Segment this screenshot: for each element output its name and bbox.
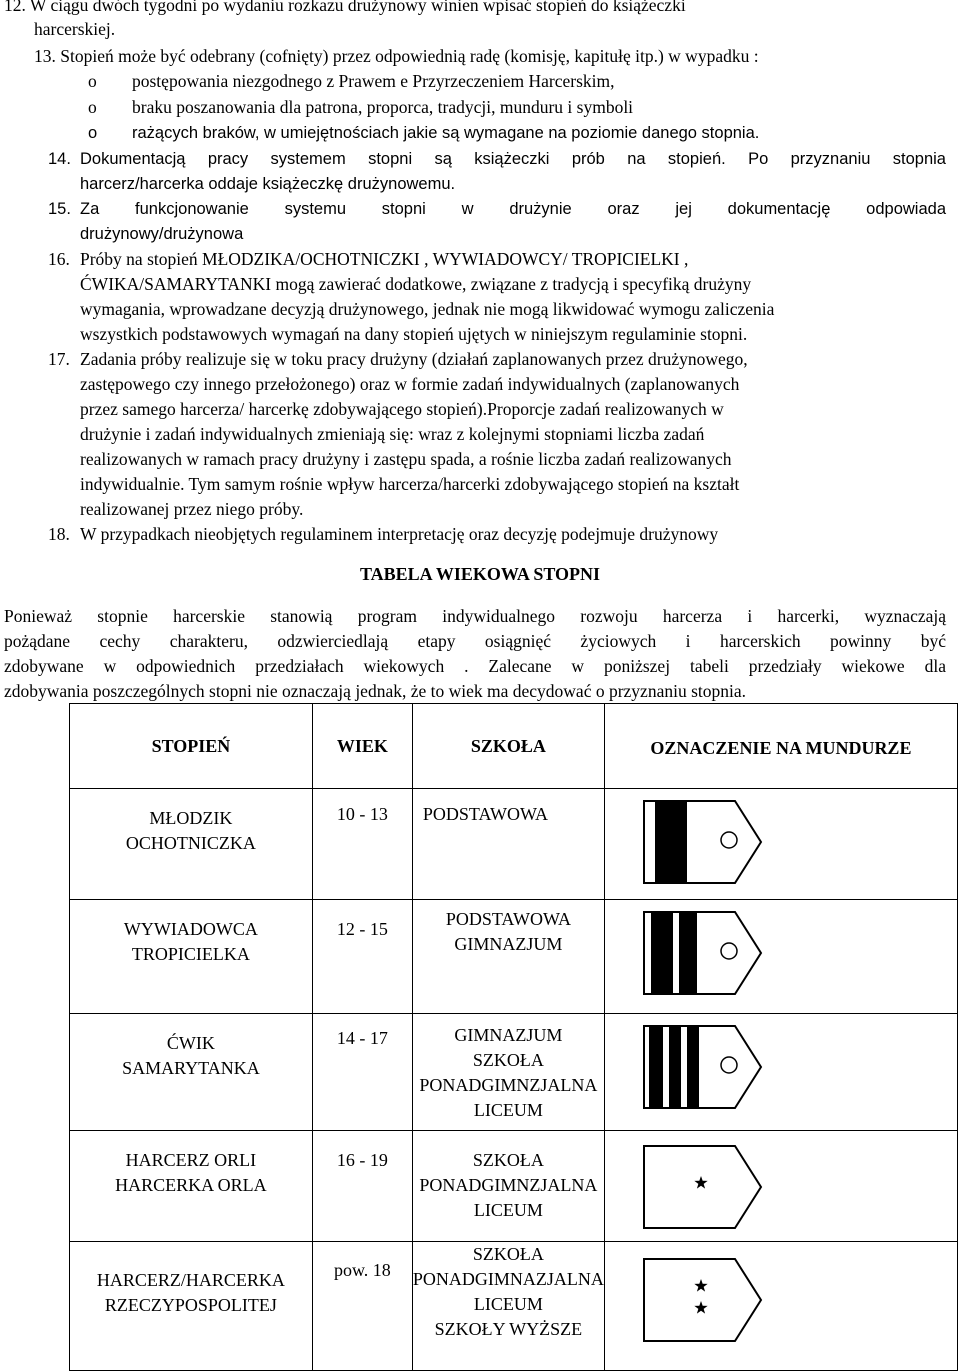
p15-number: 15. xyxy=(48,200,71,218)
button-circle-icon xyxy=(721,943,737,959)
school-cell xyxy=(412,1242,604,1371)
p16-line: wymagania, wprowadzane decyzją drużynowego, jednak nie mogą likwidować wymogu zaliczenia xyxy=(80,299,775,319)
header-cell-text: OZNACZENIE NA MUNDURZE xyxy=(650,737,912,758)
rank-stripe xyxy=(651,912,673,994)
insignia-cell xyxy=(604,1242,957,1371)
table-row xyxy=(70,1131,958,1242)
intro-line: Ponieważ stopnie harcerskie stanowią program indywidualnego rozwoju harcerza i harcerki, wyznaczają xyxy=(4,606,946,626)
intro-line: pożądane cechy charakteru, odzwierciedlają etapy osiągnięć życiowych i harcerskich powinny być xyxy=(4,631,946,651)
rank-name: HARCERKA ORLA xyxy=(115,1175,267,1195)
table-row xyxy=(70,1014,958,1131)
bullet: o xyxy=(88,124,98,142)
school-name: LICEUM xyxy=(473,1100,543,1120)
school-name: SZKOŁY WYŻSZE xyxy=(434,1319,583,1339)
intro-line: zdobywania poszczególnych stopni nie oznaczają jednak, że to wiek ma decydować o przyznaniu stopnia. xyxy=(4,681,747,701)
rank-name: ĆWIK xyxy=(166,1033,215,1053)
rank-stripe xyxy=(649,1026,663,1108)
school-cell xyxy=(412,900,604,1014)
age-range: 12 - 15 xyxy=(336,919,388,939)
epaulette-insignia xyxy=(643,1258,761,1340)
age-range: pow. 18 xyxy=(333,1260,391,1280)
epaulette-insignia xyxy=(643,1145,761,1227)
p17-line: realizowanych w ramach pracy drużyny i zastępu spada, a rośnie liczba zadań realizowanych xyxy=(80,449,732,469)
header-cell: WIEK xyxy=(312,704,412,789)
rank-name: OCHOTNICZKA xyxy=(125,833,256,853)
header-cell: SZKOŁA xyxy=(412,704,604,789)
insignia-cell xyxy=(604,1131,957,1242)
rank-cell xyxy=(70,1242,313,1371)
epaulette-insignia xyxy=(643,1025,761,1107)
school-name: GIMNAZJUM xyxy=(454,934,563,954)
section-title: TABELA WIEKOWA STOPNI xyxy=(359,564,601,584)
insignia-cell xyxy=(604,900,957,1014)
age-range: 10 - 13 xyxy=(336,804,388,824)
p15-line2: drużynowy/drużynowa xyxy=(80,225,244,243)
rank-stripe xyxy=(679,912,697,994)
p13-line: 13. Stopień może być odebrany (cofnięty) przez odpowiednią radę (komisję, kapitułę itp.) w wypadku : xyxy=(34,46,759,66)
bullet: o xyxy=(88,71,97,91)
p14-number: 14. xyxy=(48,150,71,168)
p16-line: wszystkich podstawowych wymagań na dany stopień ujętych w niniejszym regulaminie stopni. xyxy=(80,324,748,344)
school-cell xyxy=(412,789,604,900)
table-row xyxy=(70,900,958,1014)
rank-cell xyxy=(70,1131,313,1242)
header-cell xyxy=(604,704,957,789)
p17-number: 17. xyxy=(48,349,70,369)
table-row xyxy=(70,789,958,900)
p13-item: postępowania niezgodnego z Prawem e Przyrzeczeniem Harcerskim, xyxy=(132,71,615,91)
rank-name: RZECZYPOSPOLITEJ xyxy=(104,1295,277,1315)
age-table xyxy=(69,703,958,1371)
table-body xyxy=(70,789,958,1371)
age-cell xyxy=(312,1131,412,1242)
rank-name: SAMARYTANKA xyxy=(122,1058,260,1078)
rank-name: HARCERZ ORLI xyxy=(125,1150,257,1170)
epaulette-insignia xyxy=(643,911,761,993)
rank-cell xyxy=(70,900,313,1014)
school-name: LICEUM xyxy=(473,1294,543,1314)
p13-item: rażących braków, w umiejętnościach jakie są wymagane na poziomie danego stopnia. xyxy=(132,124,760,142)
p17-line: realizowanej przez niego próby. xyxy=(80,499,304,519)
age-range: 14 - 17 xyxy=(336,1028,388,1048)
p17-line: Zadania próby realizuje się w toku pracy drużyny (działań zaplanowanych przez drużynowego, xyxy=(80,349,748,369)
age-cell xyxy=(312,1242,412,1371)
age-range: 16 - 19 xyxy=(336,1150,388,1170)
school-name: SZKOŁA xyxy=(472,1150,544,1170)
p17-line: zastępowego czy innego przełożonego) oraz w formie zadań indywidualnych (zaplanowanych xyxy=(80,374,740,394)
school-name: GIMNAZJUM xyxy=(454,1025,563,1045)
p14-line2: harcerz/harcerka oddaje książeczkę drużynowemu. xyxy=(80,175,456,193)
rank-name: TROPICIELKA xyxy=(131,944,250,964)
school-name: PONADGIMNZJALNA xyxy=(419,1175,598,1195)
p17-line: indywidualnie. Tym samym rośnie wpływ harcerza/harcerki zdobywającego stopień na kształt xyxy=(80,474,740,494)
school-name: PONADGIMNAZJALNA xyxy=(412,1269,604,1289)
school-cell xyxy=(412,1014,604,1131)
epaulette-insignia xyxy=(643,800,761,882)
p16-line: ĆWIKA/SAMARYTANKI mogą zawierać dodatkowe, związane z tradycją i specyfiką drużyny xyxy=(80,274,752,294)
p13-item: braku poszanowania dla patrona, proporca, tradycji, munduru i symboli xyxy=(132,97,634,117)
p15-line1: Za funkcjonowanie systemu stopni w drużynie oraz jej dokumentację odpowiada xyxy=(80,200,946,218)
rank-name: WYWIADOWCA xyxy=(123,919,258,939)
school-name: LICEUM xyxy=(473,1200,543,1220)
intro-line: zdobywane w odpowiednich przedziałach wiekowych . Zalecane w poniższej tabeli przedziały wiekowe dla xyxy=(4,656,946,676)
bullet: o xyxy=(88,97,97,117)
epaulette-outline xyxy=(644,1146,761,1228)
rank-name: MŁODZIK xyxy=(149,808,233,828)
rank-stripe xyxy=(655,801,687,883)
age-cell xyxy=(312,789,412,900)
p16-number: 16. xyxy=(48,249,70,269)
age-cell xyxy=(312,900,412,1014)
p16-line: Próby na stopień MŁODZIKA/OCHOTNICZKI , WYWIADOWCY/ TROPICIELKI , xyxy=(80,249,689,269)
school-cell xyxy=(412,1131,604,1242)
p18-line: W przypadkach nieobjętych regulaminem interpretację oraz decyzję podejmuje drużynowy xyxy=(80,524,719,544)
p17-line: przez samego harcerza/ harcerkę zdobywającego stopień).Proporcje zadań realizowanych w xyxy=(80,399,724,419)
rank-stripe xyxy=(669,1026,681,1108)
rank-cell xyxy=(70,1014,313,1131)
p12-line2: harcerskiej. xyxy=(34,19,116,39)
table-header-row xyxy=(70,704,958,789)
p12-line1: 12. W ciągu dwóch tygodni po wydaniu rozkazu drużynowy winien wpisać stopień do książeczki xyxy=(4,0,686,15)
button-circle-icon xyxy=(721,1057,737,1073)
header-cell: STOPIEŃ xyxy=(70,704,313,789)
age-cell xyxy=(312,1014,412,1131)
button-circle-icon xyxy=(721,832,737,848)
school-name: SZKOŁA xyxy=(472,1050,544,1070)
school-name: PODSTAWOWA xyxy=(445,909,571,929)
p14-line1: Dokumentacją pracy systemem stopni są książeczki prób na stopień. Po przyznaniu stopnia xyxy=(80,150,946,168)
epaulette-outline xyxy=(644,1259,761,1341)
rank-stripe xyxy=(687,1026,699,1108)
school-name: PODSTAWOWA xyxy=(422,804,549,824)
rank-name: HARCERZ/HARCERKA xyxy=(96,1270,285,1290)
table-row xyxy=(70,1242,958,1371)
rank-cell xyxy=(70,789,313,900)
p18-number: 18. xyxy=(48,524,70,544)
insignia-cell xyxy=(604,789,957,900)
insignia-cell xyxy=(604,1014,957,1131)
school-name: PONADGIMNZJALNA xyxy=(419,1075,598,1095)
school-name: SZKOŁA xyxy=(472,1244,544,1264)
p17-line: drużynie i zadań indywidualnych zmieniają się: wraz z kolejnymi stopniami liczba zadań xyxy=(80,424,705,444)
